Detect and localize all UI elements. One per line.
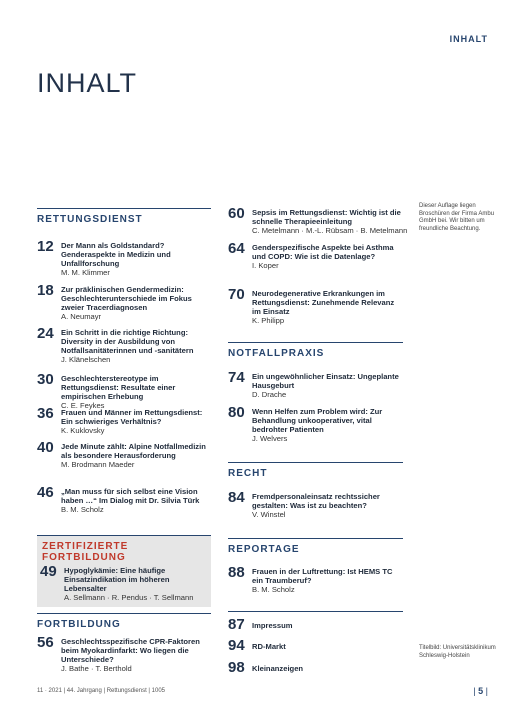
- section-reportage: [228, 538, 403, 555]
- page-number: 18: [37, 282, 54, 299]
- page-number: 84: [228, 489, 245, 506]
- entry-title: Frauen in der Luftrettung: Ist HEMS TC ein Traumberuf?: [252, 567, 393, 585]
- entry-title: Ein Schritt in die richtige Richtung: Diversity in der Ausbildung von Notfallsanitäterinnen und -sanitätern: [61, 328, 194, 355]
- entry-title: Der Mann als Goldstandard? Genderaspekte in Medizin und Unfallforschung: [61, 241, 171, 268]
- entry-author: A. Sellmann · R. Pendus · T. Sellmann: [64, 593, 194, 602]
- running-head: INHALT: [449, 34, 488, 44]
- page-number: 87: [228, 616, 245, 633]
- section-title: FORTBILDUNG: [37, 613, 211, 630]
- entry-author: M. M. Klimmer: [61, 268, 110, 277]
- entry-title: Genderspezifische Aspekte bei Asthma und COPD: Wie ist die Datenlage?: [252, 243, 394, 261]
- divider: [228, 611, 403, 612]
- section-title: RETTUNGSDIENST: [37, 208, 211, 225]
- entry-title: Kleinanzeigen: [252, 664, 304, 673]
- entry-title: Geschlechtsspezifische CPR-Faktoren beim Myokardinfarkt: Wo liegen die Unterschiede?: [61, 637, 200, 664]
- page-number: 60: [228, 205, 245, 222]
- entry-title: Zur präklinischen Gendermedizin: Geschlechterunterschiede im Fokus zweier Tracerdiagnosen: [61, 285, 192, 312]
- section-recht: [228, 462, 403, 479]
- section-fortbildung: [37, 613, 211, 630]
- section-title: RECHT: [228, 462, 403, 479]
- page-number: 24: [37, 325, 54, 342]
- page-number: 30: [37, 371, 54, 388]
- section-notfallpraxis: [228, 342, 403, 359]
- entry-title: Geschlechterstereotype im Rettungsdienst: Resultate einer empirischen Erhebung: [61, 374, 176, 401]
- section-title: ZERTIFIZIERTE FORTBILDUNG: [37, 535, 211, 563]
- entry-title: Frauen und Männer im Rettungsdienst: Ein schwieriges Verhältnis?: [61, 408, 203, 426]
- page-number: 46: [37, 484, 54, 501]
- entry-title: RD-Markt: [252, 642, 286, 651]
- page-number: 98: [228, 659, 245, 676]
- entry-author: B. M. Scholz: [61, 505, 104, 514]
- page-number: 49: [40, 563, 57, 580]
- page-number: 80: [228, 404, 245, 421]
- entry-author: D. Drache: [252, 390, 287, 399]
- entry-title: Wenn Helfen zum Problem wird: Zur Behandlung unkooperativer, vital bedrohter Patienten: [252, 407, 383, 434]
- section-title: NOTFALLPRAXIS: [228, 342, 403, 359]
- entry-title: Sepsis im Rettungsdienst: Wichtig ist die schnelle Therapieeinleitung: [252, 208, 401, 226]
- entry-title: Hypoglykämie: Eine häufige Einsatzindikation im höheren Lebensalter: [64, 566, 170, 593]
- page-number: 56: [37, 634, 54, 651]
- entry-author: J. Klänelschen: [61, 355, 111, 364]
- page-title: INHALT: [37, 68, 138, 98]
- page-number: 70: [228, 286, 245, 303]
- entry-title: Impressum: [252, 621, 293, 630]
- entry-author: I. Koper: [252, 261, 279, 270]
- page-number: 40: [37, 439, 54, 456]
- entry-author: C. E. Feykes: [61, 401, 105, 410]
- entry-title: Fremdpersonaleinsatz rechtssicher gestalten: Was ist zu beachten?: [252, 492, 380, 510]
- page-number: 12: [37, 238, 54, 255]
- entry-author: J. Welvers: [252, 434, 288, 443]
- footer: 11 · 2021 | 44. Jahrgang | Rettungsdienst | 1005: [37, 688, 165, 694]
- page-number-footer: | 5 |: [473, 686, 488, 696]
- entry-title: „Man muss für sich selbst eine Vision haben …“ Im Dialog mit Dr. Silvia Türk: [61, 487, 200, 505]
- cover-credit: Titelbild: Universitätsklinikum Schleswig-Holstein: [419, 645, 496, 659]
- entry-author: K. Philipp: [252, 316, 285, 325]
- page-number: 64: [228, 240, 245, 257]
- entry-author: C. Metelmann · M.-L. Rübsam · B. Metelmann: [252, 226, 408, 235]
- page-number: 74: [228, 369, 245, 386]
- page-number: 94: [228, 637, 245, 654]
- section-title: REPORTAGE: [228, 538, 403, 555]
- entry-author: K. Kuklovsky: [61, 426, 105, 435]
- entry-title: Jede Minute zählt: Alpine Notfallmedizin als besondere Herausforderung: [61, 442, 206, 460]
- page-number-value: 5: [478, 686, 484, 696]
- entry-author: V. Winstel: [252, 510, 286, 519]
- section-rettungsdienst: [37, 208, 211, 225]
- entry-title: Ein ungewöhnlicher Einsatz: Ungeplante Hausgeburt: [252, 372, 399, 390]
- page-number: 36: [37, 405, 54, 422]
- entry-title: Neurodegenerative Erkrankungen im Rettungsdienst: Zunehmende Relevanz im Einsatz: [252, 289, 395, 316]
- entry-author: M. Brodmann Maeder: [61, 460, 135, 469]
- entry-author: A. Neumayr: [61, 312, 102, 321]
- side-note: Dieser Auflage liegen Broschüren der Firma Ambu GmbH bei. Wir bitten um freundliche Beachtung.: [419, 203, 495, 232]
- page-number: 88: [228, 564, 245, 581]
- entry-author: J. Bathe · T. Berthold: [61, 664, 132, 673]
- entry-author: B. M. Scholz: [252, 585, 295, 594]
